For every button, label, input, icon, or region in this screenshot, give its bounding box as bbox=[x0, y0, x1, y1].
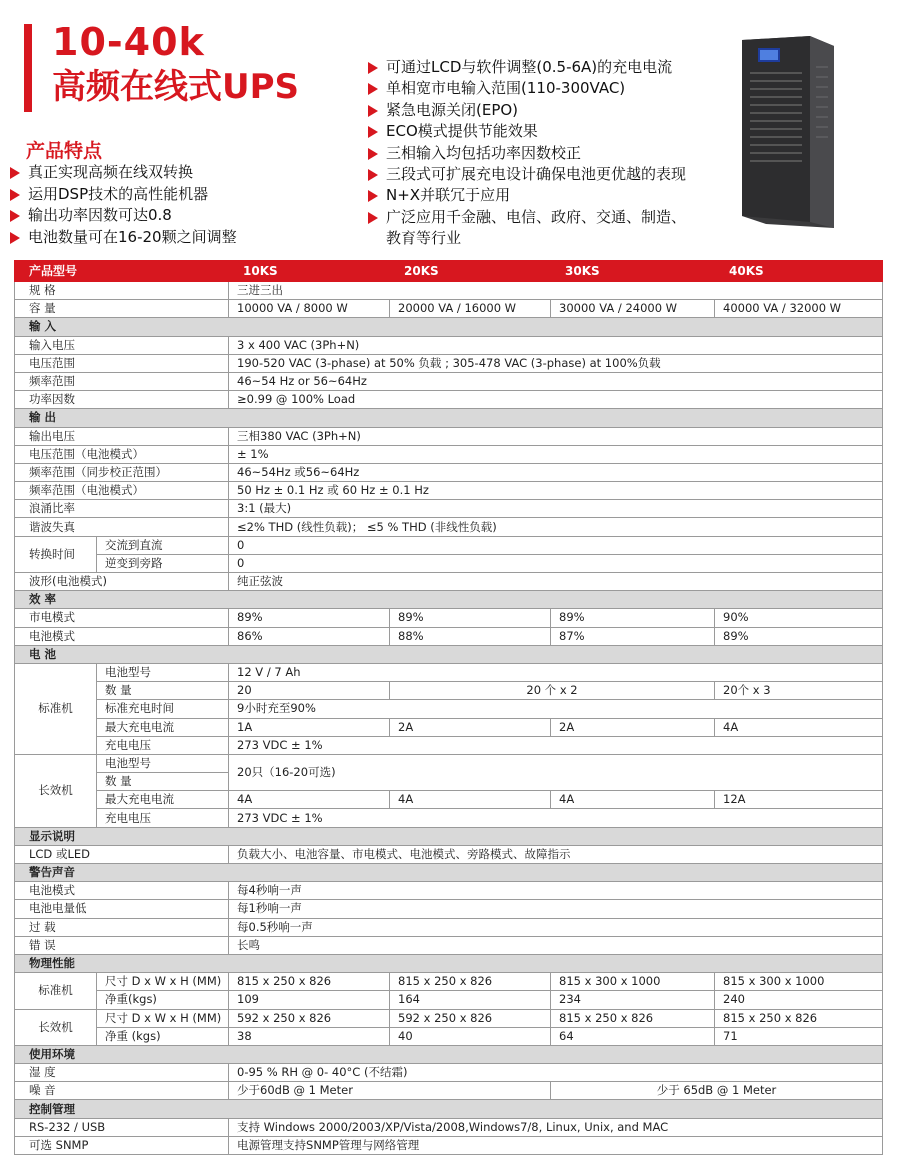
bullet-triangle-icon bbox=[368, 105, 378, 117]
section-header: 显示说明 bbox=[15, 827, 883, 845]
section-header: 控制管理 bbox=[15, 1100, 883, 1118]
table-row: 电压范围 190-520 VAC (3-phase) at 50% 负载 ; 305-478 VAC (3-phase) at 100%负载 bbox=[15, 354, 883, 372]
table-row: 容 量 10000 VA / 8000 W 20000 VA / 16000 W 30000 VA / 24000 W 40000 VA / 32000 W bbox=[15, 300, 883, 318]
header-model-40ks: 40KS bbox=[715, 261, 883, 282]
table-row: 数 量 bbox=[15, 773, 883, 791]
table-row: 频率范围 46~54 Hz or 56~64Hz bbox=[15, 372, 883, 390]
table-row: 错 误 长鸣 bbox=[15, 936, 883, 954]
spec-table bbox=[14, 260, 883, 1155]
table-row: 最大充电电流 1A 2A 2A 4A bbox=[15, 718, 883, 736]
table-row: 标准机 电池型号 12 V / 7 Ah bbox=[15, 663, 883, 681]
features-heading: 产品特点 bbox=[26, 140, 103, 162]
table-row: 电池模式 86% 88% 87% 89% bbox=[15, 627, 883, 645]
table-row: 长效机 电池型号 20只（16-20可选) bbox=[15, 754, 883, 772]
table-row: 长效机 尺寸 D x W x H (MM) 592 x 250 x 826 592 x 250 x 826 815 x 250 x 826 815 x 250 x 826 bbox=[15, 1009, 883, 1027]
table-row: 可选 SNMP 电源管理支持SNMP管理与网络管理 bbox=[15, 1136, 883, 1154]
table-row: 频率范围（电池模式） 50 Hz ± 0.1 Hz 或 60 Hz ± 0.1 Hz bbox=[15, 482, 883, 500]
header-model-10ks: 10KS bbox=[229, 261, 390, 282]
bullet-triangle-icon bbox=[368, 62, 378, 74]
feature-item: 运用DSP技术的高性能机器 bbox=[8, 184, 237, 206]
section-header: 效 率 bbox=[15, 591, 883, 609]
table-row: 数 量 20 20 个 x 2 20个 x 3 bbox=[15, 682, 883, 700]
bullet-triangle-icon bbox=[10, 232, 20, 244]
section-header: 物理性能 bbox=[15, 954, 883, 972]
feature-item: 输出功率因数可达0.8 bbox=[8, 205, 237, 227]
feature-item: 紧急电源关闭(EPO) bbox=[366, 100, 686, 121]
feature-item: N+X并联冗于应用 bbox=[366, 185, 686, 206]
section-header: 使用环境 bbox=[15, 1045, 883, 1063]
table-row: 转换时间 交流到直流 0 bbox=[15, 536, 883, 554]
table-row: 最大充电电流 4A 4A 4A 12A bbox=[15, 791, 883, 809]
table-row: 输出电压 三相380 VAC (3Ph+N) bbox=[15, 427, 883, 445]
table-row: 浪涌比率 3:1 (最大) bbox=[15, 500, 883, 518]
table-row: 逆变到旁路 0 bbox=[15, 554, 883, 572]
section-header: 电 池 bbox=[15, 645, 883, 663]
table-header-row bbox=[15, 261, 883, 282]
table-row: 净重(kgs) 109 164 234 240 bbox=[15, 991, 883, 1009]
feature-item: 可通过LCD与软件调整(0.5-6A)的充电电流 bbox=[366, 57, 686, 78]
page-title-capacity: 10-40k bbox=[52, 20, 205, 64]
table-row: 电池模式 每4秒响一声 bbox=[15, 882, 883, 900]
bullet-triangle-icon bbox=[368, 190, 378, 202]
bullet-triangle-icon bbox=[368, 212, 378, 224]
section-header: 警告声音 bbox=[15, 864, 883, 882]
table-row: 频率范围（同步校正范围） 46~54Hz 或56~64Hz bbox=[15, 463, 883, 481]
bullet-triangle-icon bbox=[368, 148, 378, 160]
header-model-label: 产品型号 bbox=[15, 261, 229, 282]
table-row: 湿 度 0-95 % RH @ 0- 40°C (不结霜) bbox=[15, 1064, 883, 1082]
header-model-20ks: 20KS bbox=[390, 261, 551, 282]
bullet-triangle-icon bbox=[10, 210, 20, 222]
table-row: 噪 音 少于60dB @ 1 Meter 少于 65dB @ 1 Meter bbox=[15, 1082, 883, 1100]
bullet-triangle-icon bbox=[10, 167, 20, 179]
table-row: 标准充电时间 9小时充至90% bbox=[15, 700, 883, 718]
feature-item-continuation: 教育等行业 bbox=[386, 229, 462, 248]
bullet-triangle-icon bbox=[368, 83, 378, 95]
table-row: RS-232 / USB 支持 Windows 2000/2003/XP/Vista/2008,Windows7/8, Linux, Unix, and MAC bbox=[15, 1118, 883, 1136]
feature-item: 三相输入均包括功率因数校正 bbox=[366, 143, 686, 164]
table-row: 市电模式 89% 89% 89% 90% bbox=[15, 609, 883, 627]
table-row: 谐波失真 ≤2% THD (线性负载)； ≤5 % THD (非线性负载) bbox=[15, 518, 883, 536]
table-row: 输入电压 3 x 400 VAC (3Ph+N) bbox=[15, 336, 883, 354]
header-model-30ks: 30KS bbox=[551, 261, 715, 282]
feature-item: ECO模式提供节能效果 bbox=[366, 121, 686, 142]
section-header: 输 出 bbox=[15, 409, 883, 427]
table-row: 波形(电池模式) 纯正弦波 bbox=[15, 573, 883, 591]
feature-item: 三段式可扩展充电设计确保电池更优越的表现 bbox=[366, 164, 686, 185]
feature-item: 真正实现高频在线双转换 bbox=[8, 162, 237, 184]
features-list-right bbox=[366, 57, 686, 250]
table-row: 电压范围（电池模式） ± 1% bbox=[15, 445, 883, 463]
feature-item: 单相宽市电输入范围(110-300VAC) bbox=[366, 78, 686, 99]
table-row: 充电电压 273 VDC ± 1% bbox=[15, 736, 883, 754]
feature-item: 电池数量可在16-20颗之间调整 bbox=[8, 227, 237, 249]
table-row: 净重 (kgs) 38 40 64 71 bbox=[15, 1027, 883, 1045]
bullet-triangle-icon bbox=[10, 189, 20, 201]
page-title-product: 高频在线式UPS bbox=[52, 67, 300, 107]
table-row: 电池电量低 每1秒响一声 bbox=[15, 900, 883, 918]
section-header: 输 入 bbox=[15, 318, 883, 336]
ups-tower-product-image bbox=[742, 36, 834, 228]
table-row: 过 载 每0.5秒响一声 bbox=[15, 918, 883, 936]
table-row: 功率因数 ≥0.99 @ 100% Load bbox=[15, 391, 883, 409]
feature-item: 广泛应用千金融、电信、政府、交通、制造、 bbox=[366, 207, 686, 228]
table-row: 充电电压 273 VDC ± 1% bbox=[15, 809, 883, 827]
features-list-left bbox=[8, 162, 237, 248]
table-row: 标准机 尺寸 D x W x H (MM) 815 x 250 x 826 815 x 250 x 826 815 x 300 x 1000 815 x 300 x 1000 bbox=[15, 973, 883, 991]
title-accent-bar bbox=[24, 24, 32, 112]
bullet-triangle-icon bbox=[368, 169, 378, 181]
table-row: LCD 或LED 负载大小、电池容量、市电模式、电池模式、旁路模式、故障指示 bbox=[15, 845, 883, 863]
table-row: 规 格 三进三出 bbox=[15, 282, 883, 300]
bullet-triangle-icon bbox=[368, 126, 378, 138]
